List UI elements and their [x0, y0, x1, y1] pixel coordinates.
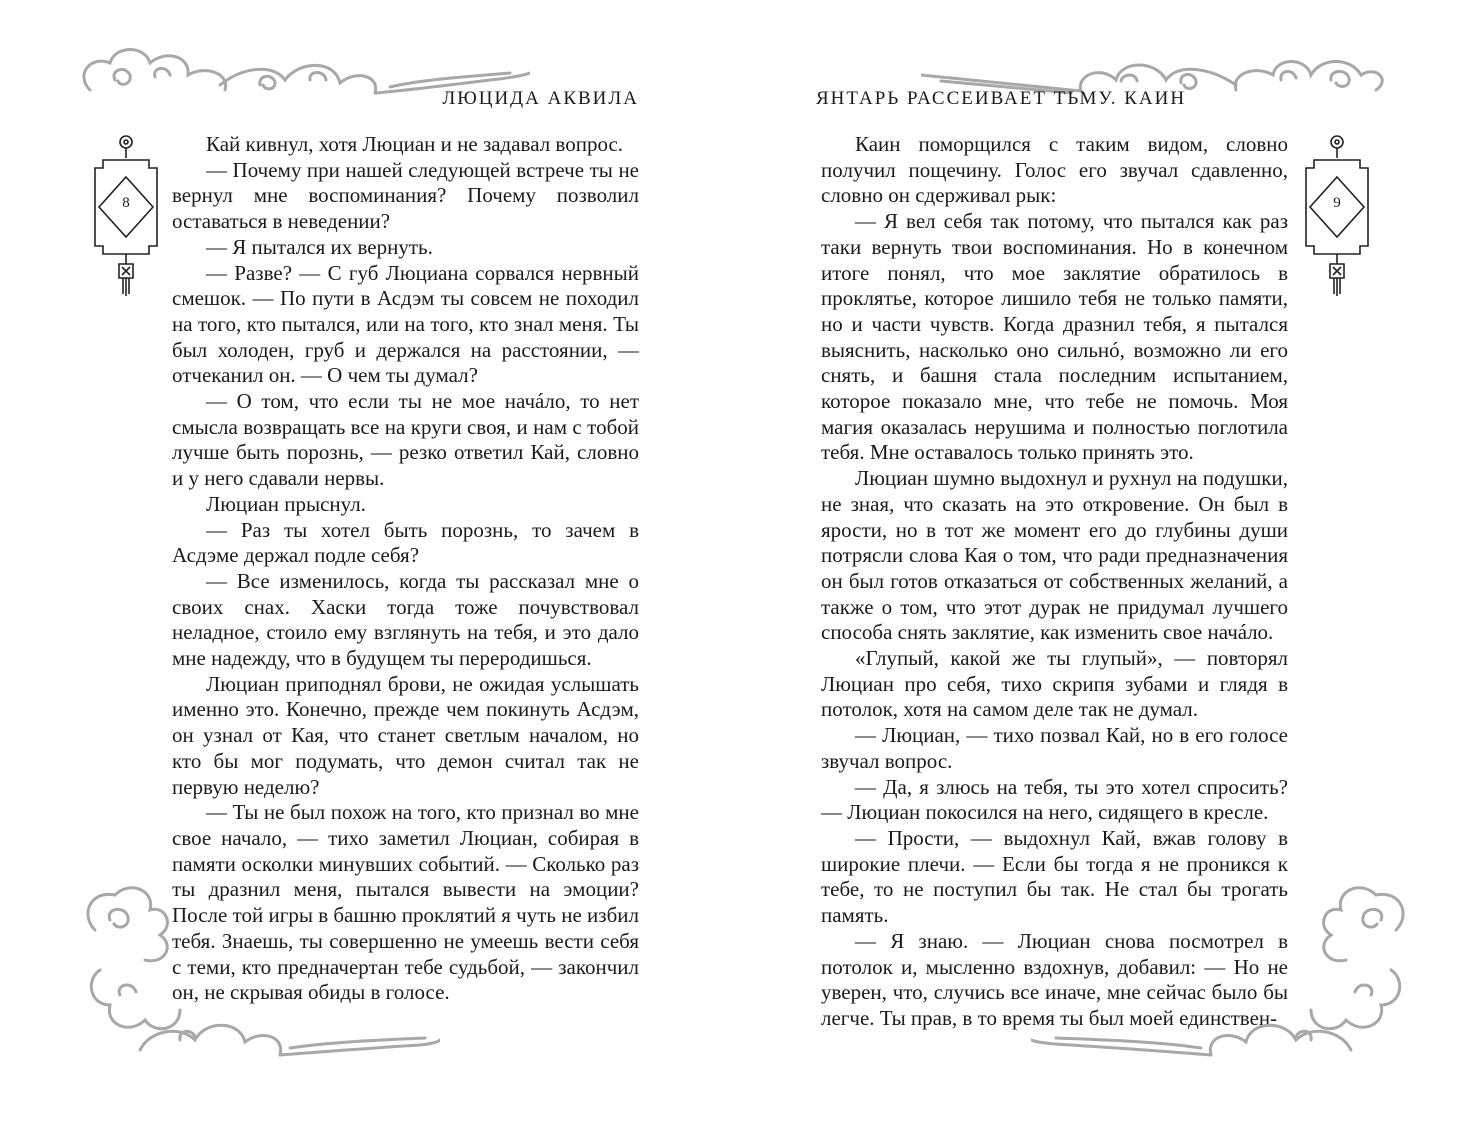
page-number-tag — [91, 132, 161, 297]
running-head: ЯНТАРЬ РАССЕИВАЕТ ТЬМУ. КАИН — [816, 88, 1187, 109]
paragraph: — Разве? — С губ Люциана сорвался нервный смешок. — По пути в Асдэм ты совсем не походил на того, кто пытался, или на того, кто знал меня. Ты был холоден, груб и держался на расстоянии, — отчеканил он. — О чем ты думал? — [172, 260, 639, 388]
paragraph: «Глупый, какой же ты глупый», — повторял Люциан про себя, тихо скрипя зубами и глядя в потолок, хотя на самом деле так не думал. — [821, 646, 1288, 722]
paragraph: Люциан прыснул. — [206, 491, 366, 516]
paragraph: Люциан шумно выдохнул и рухнул на подушки, не зная, что сказать на это откровение. Он был в ярости, но в тот же момент его до глубины души потрясли слова Кая о том, что ради предназначения он был готов отказаться от собственных желаний, а также о том, что этот дурак не придумал лучшего способа снять заклятие, как изменить свое начáло. — [821, 466, 1288, 645]
paragraph: — Все изменилось, когда ты рассказал мне о своих снах. Хаски тогда тоже почувствовал неладное, стоило ему взглянуть на тебя, и это дало мне надежду, что в будущем ты переродишься. — [172, 568, 639, 671]
body-text — [172, 132, 639, 1006]
cloud-ornament-bottom-right — [1031, 880, 1411, 1070]
running-head: ЛЮЦИДА АКВИЛА — [442, 88, 639, 109]
knot-tag-icon — [91, 132, 161, 297]
paragraph: Каин поморщился с таким видом, словно получил пощечину. Голос его звучал сдавленно, словно он сдерживал рык: — [821, 132, 1288, 208]
cloud-ornament-bottom-left — [80, 880, 440, 1070]
paragraph: — Да, я злюсь на тебя, ты это хотел спросить? — Люциан покосился на него, сидящего в кресле. — [821, 774, 1288, 825]
paragraph: — Я вел себя так потому, что пытался как раз таки вернуть твои воспоминания. Но в конечном итоге понял, что мое заклятие обратилось в проклятье, которое лишило тебя не только памяти, но и части чувств. Когда дразнил тебя, я пытался выяснить, насколько оно сильнó, возможно ли его снять, и башня стала последним испытанием, которое показало мне, что тебе не помочь. Моя магия оказалась нерушима и полностью поглотила тебя. Мне оставалось только принять это. — [821, 209, 1288, 465]
paragraph: — Я знаю. — Люциан снова посмотрел в потолок и, мысленно вздохнув, добавил: — Но не уверен, что, случись все иначе, мне сейчас было бы легче. Ты прав, в то время ты был моей единствен- — [821, 928, 1288, 1030]
paragraph: — Прости, — выдохнул Кай, вжав голову в широкие плечи. — Если бы тогда я не проникся к тебе, то не поступил бы так. Не стал бы трогать память. — [821, 825, 1288, 928]
paragraph: — Ты не был похож на того, кто признал во мне свое начало, — тихо заметил Люциан, собирая в памяти осколки минувших событий. — Сколько раз ты дразнил меня, пытался вывести на эмоции? После той игры в башню проклятий я чуть не избил тебя. Знаешь, ты совершенно не умеешь вести себя с теми, кто предначертан тебе судьбой, — закончил он, не скрывая обиды в голосе. — [172, 800, 639, 1005]
paragraph: — Почему при нашей следующей встрече ты не вернул мне воспоминания? Почему позволил оставаться в неведении? — [172, 157, 639, 234]
page-number: 9 — [1333, 195, 1341, 211]
paragraph: Кай кивнул, хотя Люциан и не задавал вопрос. — [206, 132, 624, 156]
page-number-tag — [1302, 132, 1372, 297]
paragraph: — Раз ты хотел быть порознь, то зачем в Асдэме держал подле себя? — [172, 517, 639, 568]
paragraph: — Я пытался их вернуть. — [206, 234, 433, 259]
right-page — [731, 0, 1462, 1125]
paragraph: — Люциан, — тихо позвал Кай, но в его голосе звучал вопрос. — [821, 723, 1288, 773]
paragraph: — О том, что если ты не мое начáло, то нет смысла возвращать все на круги своя, и нам с тобой лучше быть порознь, — резко ответил Кай, словно и у него сдавали нервы. — [172, 389, 639, 491]
paragraph: Люциан приподнял брови, не ожидая услышать именно это. Конечно, прежде чем покинуть Асдэм, он узнал от Кая, что станет светлым началом, но кто бы мог подумать, что демон считал так не первую неделю? — [172, 671, 639, 799]
knot-tag-icon — [1302, 132, 1372, 297]
page-number: 8 — [122, 195, 130, 211]
